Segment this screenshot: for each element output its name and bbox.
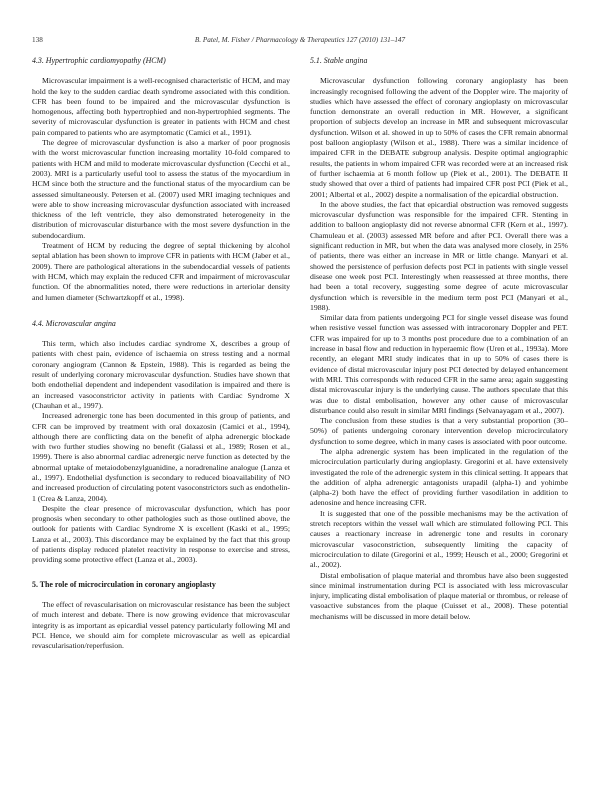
left-column [32, 56, 290, 651]
running-head: B. Patel, M. Fisher / Pharmacology & Therapeutics 127 (2010) 131–147 [194, 36, 406, 44]
paragraph: This term, which also includes cardiac syndrome X, describes a group of patients with chest pain, evidence of ischaemia on stress testing and a normal coronary angiogram (Cannon & Epstein, 1988). This is regarded as being the result of underlying coronary microvascular dysfunction. Studies have shown that both endothelial dependent and independent vasodilation is impaired and there is an increased vasoconstrictor activity in patients with Cardiac Syndrome X (Chauhan et al., 1997). [32, 339, 290, 410]
page-header [32, 36, 568, 48]
paragraph: In the above studies, the fact that epicardial obstruction was removed suggests microvascular dysfunction was responsible for the impaired CFR. Stenting in addition to balloon angioplasty did not reverse abnormal CFR (Kern et al., 1997). Chamuleau et al. (2003) assessed MR before and after PCI. Overall there was a significant reduction in MR, but when the data was analysed more closely, in 25% of patients, there was either an increase in MR or little change. Manyari et al. showed the persistence of perfusion defects post PCI in patients with single vessel disease one week post PCI. Interestingly when reassessed at three months, there had been a total recovery, suggesting some degree of acute microvascular dysfunction which is reversible in the medium term post PCI (Manyari et al., 1988). [310, 199, 568, 312]
section-heading-microvascular-angina: 4.4. Microvascular angina [32, 318, 116, 328]
paragraph: Despite the clear presence of microvascular dysfunction, which has poor prognosis when secondary to other pathologies such as those outlined above, the outlook for patients with Cardiac Syndrome X is excellent (Kaski et al., 1995; Lanza et al., 2003). This discordance may be explained by the fact that this group of patients display reduced platelet reactivity in response to exercise and stress, providing some protective effect (Lanza et al., 2003). [32, 503, 290, 565]
paragraph: Similar data from patients undergoing PCI for single vessel disease was found when resistive vessel function was assessed with intracoronary Doppler and PET. CFR was impaired for up to 3 months post procedure due to a combination of an increase in basal flow and reduction in hyperaemic flow (Uren et al., 1993a). More recently, an elegant MRI study indicates that in up to 50% of cases there is evidence of distal microvascular injury post PCI detected by delayed enhancement with MRI. This corresponds with reduced CFR in the same area; again suggesting distal microvascular injury is the underlying cause. The authors speculate that this was due to distal embolisation, however any other cause of microvascular disturbance could also result in similar MRI findings (Selvanayagam et al., 2007). [310, 313, 568, 415]
paragraph: Microvascular dysfunction following coronary angioplasty has been increasingly recognised following the advent of the Doppler wire. The majority of studies which have assessed the effect of coronary angioplasty on microvascular function demonstrate an overall reduction in MR. However, a significant proportion of subjects develop an increase in MR and subsequent microvascular dysfunction. Wilson et al. showed in up to 50% of cases the CFR remain abnormal post balloon angioplasty (Wilson et al., 1988). There was a similar incidence of impaired CFR in the DEBATE subgroup analysis. Despite optimal angiographic results, the patients in whom impaired CFR was recorded were at an increased risk of further ischaemia at 6 month follow up (Piek et al., 2001). The DEBATE II study showed that over a third of patients had impaired CFR post PCI (Piek et al., 2001; Albertal et al., 2002) despite a normalisation of the epicardial obstruction. [310, 76, 568, 199]
section-heading-hcm: 4.3. Hypertrophic cardiomyopathy (HCM) [32, 56, 166, 65]
section-heading-microcirculation-angioplasty: 5. The role of microcirculation in coronary angioplasty [32, 579, 216, 589]
page-number: 138 [32, 36, 43, 44]
paragraph: It is suggested that one of the possible mechanisms may be the activation of stretch receptors within the vessel wall which are stimulated following PCI. This causes a reactionary increase in adrenergic tone and results in coronary microvascular vasoconstriction, subsequently limiting the capacity of microcirculation to dilate (Gregorini et al., 1999; Heusch et al., 2000; Gregorini et al., 2002). [310, 508, 568, 570]
paragraph: The conclusion from these studies is that a very substantial proportion (30–50%) of patients undergoing coronary intervention develop microcirculatory dysfunction to some degree, which in many cases is associated with poor outcome. [310, 416, 568, 446]
paragraph: The alpha adrenergic system has been implicated in the regulation of the microcirculation particularly during angioplasty. Gregorini et al. have extensively investigated the role of the adrenergic system in this clinical setting. It appears that the addition of alpha adrenergic antagonists urapadil (alpha-1) and yohimbe (alpha-2) both have the effect of providing further vasodilation in addition to adenosine and hence increasing CFR. [310, 446, 568, 508]
paragraph: Increased adrenergic tone has been documented in this group of patients, and CFR can be improved by treatment with oral doxazosin (Camici et al., 1994), although there are conflicting data on the benefit of alpha adrenergic blockade with two further studies showing no benefit (Galassi et al., 1989; Rosen et al., 1999). There is also abnormal cardiac adrenergic nerve function as detected by the abnormal uptake of metaiodobenzylguanidine, a noradrenaline analogue (Lanza et al., 1997). Endothelial dysfunction is secondary to reduced bioavailability of NO and increased production of circulating potent vasoconstrictors such as endothelin-1 (Crea & Lanza, 2004). [32, 411, 290, 503]
paragraph: The degree of microvascular dysfunction is also a marker of poor prognosis with the worst microvascular function increasing mortality 10-fold compared to patients with HCM and mild to moderate microvascular dysfunction (Cecchi et al., 2003). MRI is a particularly useful tool to assess the status of the myocardium in HCM since both the structure and the functional status of the myocardium can be assessed simultaneously. Petersen et al. (2007) used MRI imaging techniques and were able to show increasing microvascular dysfunction associated with increased thickness of the left ventricle, they also demonstrated heterogeneity in the distribution of microvascular disturbance with the most severe dysfunction in the subendocardium. [32, 138, 290, 240]
paragraph: Distal embolisation of plaque material and thrombus have also been suggested since minimal instrumentation during PCI is associated with less microvascular injury, implicating distal embolisation of plaque material or thrombus, or release of vasoactive substances from the plaque (Cuisset et al., 2008). These potential mechanisms will be discussed in more detail below. [310, 570, 568, 621]
paragraph: Microvascular impairment is a well-recognised characteristic of HCM, and may hold the key to the sudden cardiac death syndrome associated with this condition. CFR has been found to be impaired and the microvascular dysfunction is homogenous, affecting both hypertrophied and non-hypertrophied segments. The severity of microvascular dysfunction is greater in patients with HCM and chest pain compared to patients who are asymptomatic (Camici et al., 1991). [32, 76, 290, 137]
section-heading-stable-angina: 5.1. Stable angina [310, 56, 368, 65]
right-column [310, 56, 568, 622]
paragraph: The effect of revascularisation on microvascular resistance has been the subject of much interest and debate. There is now growing evidence that microvascular integrity is as important as epicardial vessel patency particularly following MI and PCI. Hence, we should aim for complete microvascular as well as epicardial revascularisation/reperfusion. [32, 599, 290, 651]
paragraph: Treatment of HCM by reducing the degree of septal thickening by alcohol septal ablation has been shown to improve CFR in patients with HCM (Jaber et al., 2009). There are pathological alterations in the subendocardial vessels of patients with HCM, which may explain the reduced CFR and impairment of microvascular function. Of the abnormalities noted, there were reductions in arteriolar density and lumen diameter (Schwartzkopff et al., 1998). [32, 241, 290, 302]
